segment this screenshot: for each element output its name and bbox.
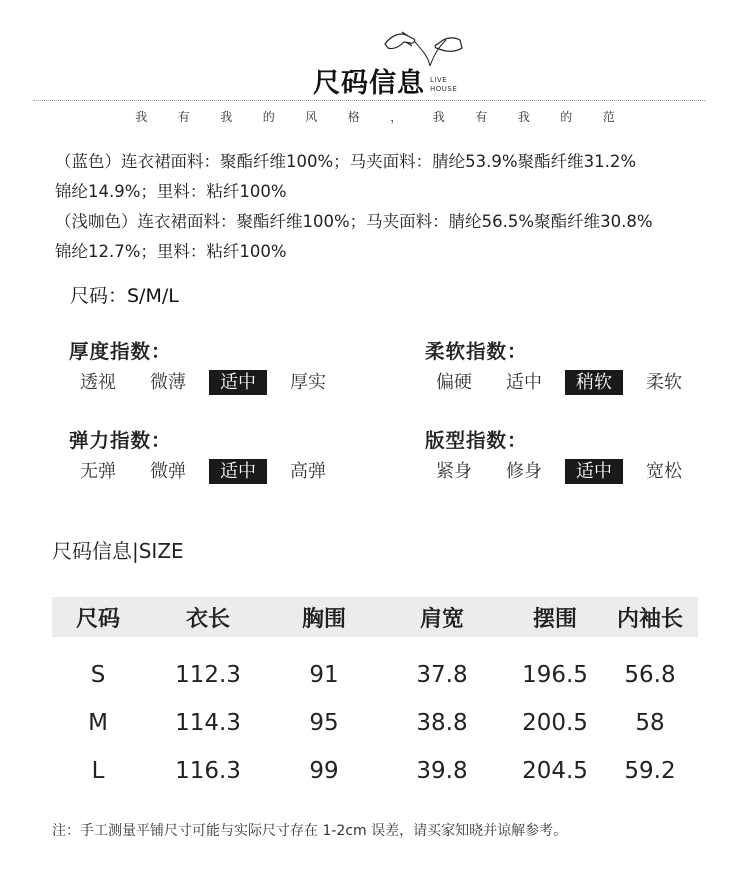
table-row <box>52 651 698 699</box>
index-option-selected: 适中 <box>209 459 267 484</box>
index-title: 版型指数： <box>425 429 528 452</box>
table-cell: 114.3 <box>175 710 241 736</box>
size-table <box>52 597 698 795</box>
elasticity-index <box>69 425 349 484</box>
measurement-note: 注：手工测量平铺尺寸可能与实际尺寸存在 1-2cm 误差，请买家知晓并谅解参考。 <box>52 823 568 839</box>
page-title: 尺码信息 <box>313 68 425 99</box>
index-option: 宽松 <box>646 461 682 482</box>
index-option: 高弹 <box>290 461 326 482</box>
available-sizes: 尺码：S/M/L <box>70 285 179 307</box>
index-title: 柔软指数： <box>425 340 528 363</box>
index-title: 弹力指数： <box>69 429 172 452</box>
size-table-heading: 尺码信息|SIZE <box>52 539 184 563</box>
fit-index <box>425 425 705 484</box>
index-option: 微弹 <box>150 461 186 482</box>
table-cell: 116.3 <box>175 758 241 784</box>
table-cell: 56.8 <box>624 662 676 688</box>
table-cell: 39.8 <box>416 758 468 784</box>
table-header-cell: 内袖长 <box>616 606 683 632</box>
table-header-cell: 肩宽 <box>419 606 464 632</box>
table-header-row <box>52 597 698 637</box>
table-cell: 200.5 <box>522 710 588 736</box>
brand-small-text: LIVE HOUSE <box>430 76 458 93</box>
softness-index <box>425 336 705 395</box>
table-cell: M <box>88 710 108 736</box>
index-option: 柔软 <box>646 372 682 393</box>
page-header <box>0 0 750 130</box>
index-option: 偏硬 <box>436 372 472 393</box>
material-info <box>55 147 715 267</box>
table-cell: 204.5 <box>522 758 588 784</box>
index-title: 厚度指数： <box>69 340 172 363</box>
table-header-cell: 胸围 <box>301 606 346 632</box>
table-cell: S <box>90 662 106 688</box>
index-option: 适中 <box>506 372 542 393</box>
table-header-cell: 摆围 <box>532 606 577 632</box>
index-option: 无弹 <box>80 461 116 482</box>
table-cell: 37.8 <box>416 662 468 688</box>
table-cell: 38.8 <box>416 710 468 736</box>
index-option: 透视 <box>80 372 116 393</box>
slogan: 我 有 我 的 风 格 ， 我 有 我 的 范 <box>135 110 615 124</box>
dotted-divider <box>33 100 705 101</box>
table-cell: 196.5 <box>522 662 588 688</box>
table-row <box>52 699 698 747</box>
index-option: 修身 <box>506 461 542 482</box>
material-line: 锦纶14.9%；里料：粘纤100% <box>55 182 287 201</box>
table-cell: 99 <box>309 758 339 784</box>
table-cell: 58 <box>635 710 665 736</box>
index-option: 厚实 <box>290 372 326 393</box>
index-option: 微薄 <box>150 372 186 393</box>
index-option-selected: 适中 <box>209 370 267 395</box>
index-option-selected: 稍软 <box>565 370 623 395</box>
material-line: 锦纶12.7%；里料：粘纤100% <box>55 242 287 261</box>
table-row <box>52 747 698 795</box>
table-cell: 91 <box>309 662 339 688</box>
table-cell: 95 <box>309 710 339 736</box>
thickness-index <box>69 336 349 395</box>
table-cell: L <box>91 758 105 784</box>
table-cell: 59.2 <box>624 758 676 784</box>
index-option-selected: 适中 <box>565 459 623 484</box>
material-line: （浅咖色）连衣裙面料：聚酯纤维100%；马夹面料：腈纶56.5%聚酯纤维30.8% <box>55 212 653 231</box>
index-option: 紧身 <box>436 461 472 482</box>
table-cell: 112.3 <box>175 662 241 688</box>
table-header-cell: 尺码 <box>75 606 120 632</box>
table-header-cell: 衣长 <box>185 606 230 632</box>
material-line: （蓝色）连衣裙面料：聚酯纤维100%；马夹面料：腈纶53.9%聚酯纤维31.2% <box>55 152 637 171</box>
